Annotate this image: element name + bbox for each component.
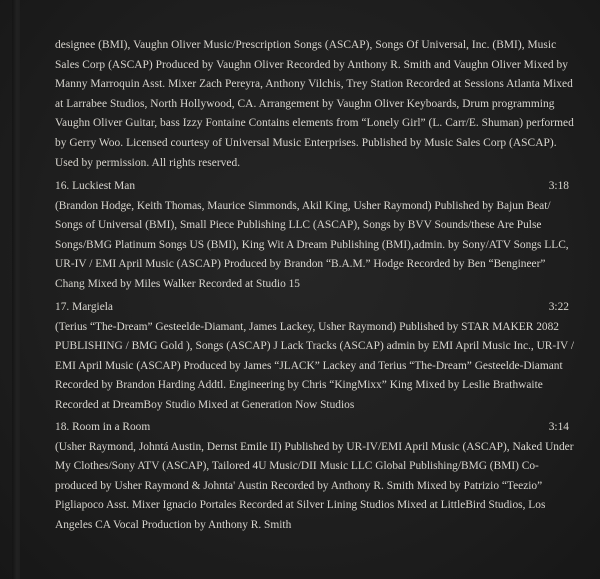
track-duration: 3:18 (548, 180, 569, 192)
track-header (55, 177, 575, 197)
track-header (55, 418, 575, 438)
track-title: 16. Luckiest Man (55, 180, 136, 192)
track-duration: 3:14 (548, 421, 569, 433)
track-18 (55, 418, 575, 536)
track-title: 17. Margiela (55, 301, 113, 313)
track-credits: (Terius “The-Dream” Gesteelde-Diamant, James Lackey, Usher Raymond) Published by STAR MAKER 2082 PUBLISHING / BMG Gold ), Songs (ASCAP) J Lack Tracks (ASCAP) admin by EMI April Music Inc., UR-IV / EMI April Music (ASCAP) Produced by James “JLACK” Lackey and Terius “The-Dream” Gesteelde-Diamant Recorded by Brandon Harding Addtl. Engineering by Chris “KingMixx” King Mixed by Leslie Brathwaite Recorded at DreamBoy Studio Mixed at Generation Now Studios (55, 320, 575, 411)
track-title: 18. Room in a Room (55, 421, 151, 433)
track-16 (55, 177, 575, 295)
intro-credits-paragraph: designee (BMI), Vaughn Oliver Music/Prescription Songs (ASCAP), Songs Of Universal, Inc. (BMI), Music Sales Corp (ASCAP) Produced by Vaughn Oliver Recorded by Anthony R. Smith and Vaughn Oliver Mixed by Manny Marroquin Asst. Mixer Zach Pereyra, Anthony Vilchis, Trey Station Recorded at Sessions Atlanta Mixed at Larrabee Studios, North Hollywood, CA. Arrangement by Vaughn Oliver Keyboards, Drum programming Vaughn Oliver Guitar, bass Izzy Fontaine Contains elements from “Lonely Girl” (L. Carr/E. Shuman) performed by Gerry Woo. Licensed courtesy of Universal Music Enterprises. Published by Music Sales Corp (ASCAP). Used by permission. All rights reserved. (55, 39, 574, 169)
track-17 (55, 298, 575, 416)
page-fold-shadow (12, 0, 20, 579)
track-credits: (Brandon Hodge, Keith Thomas, Maurice Simmonds, Akil King, Usher Raymond) Published by Bajun Beat/ Songs of Universal (BMI), Small Piece Publishing LLC (ASCAP), Songs by BVV Sounds/these Are Pulse Songs/BMG Platinum Songs US (BMI), King Wit A Dream Publishing (BMI),admin. by Sony/ATV Songs LLC, UR-IV / EMI April Music (ASCAP) Produced by Brandon “B.A.M.” Hodge Recorded by Ben “Bengineer” Chang Mixed by Miles Walker Recorded at Studio 15 (55, 199, 569, 290)
track-credits: (Usher Raymond, Johntá Austin, Dernst Emile II) Published by UR-IV/EMI April Music (ASCAP), Naked Under My Clothes/Sony ATV (ASCAP), Tailored 4U Music/DII Music LLC Global Publishing/BMG (BMI) Co-produced by Usher Raymond & Johnta' Austin Recorded by Anthony R. Smith Mixed by Patrizio “Teezio” Pigliapoco Asst. Mixer Ignacio Portales Recorded at Silver Lining Studios Mixed at LittleBird Studios, Los Angeles CA Vocal Production by Anthony R. Smith (55, 440, 574, 531)
track-header (55, 298, 575, 318)
track-duration: 3:22 (548, 301, 569, 313)
